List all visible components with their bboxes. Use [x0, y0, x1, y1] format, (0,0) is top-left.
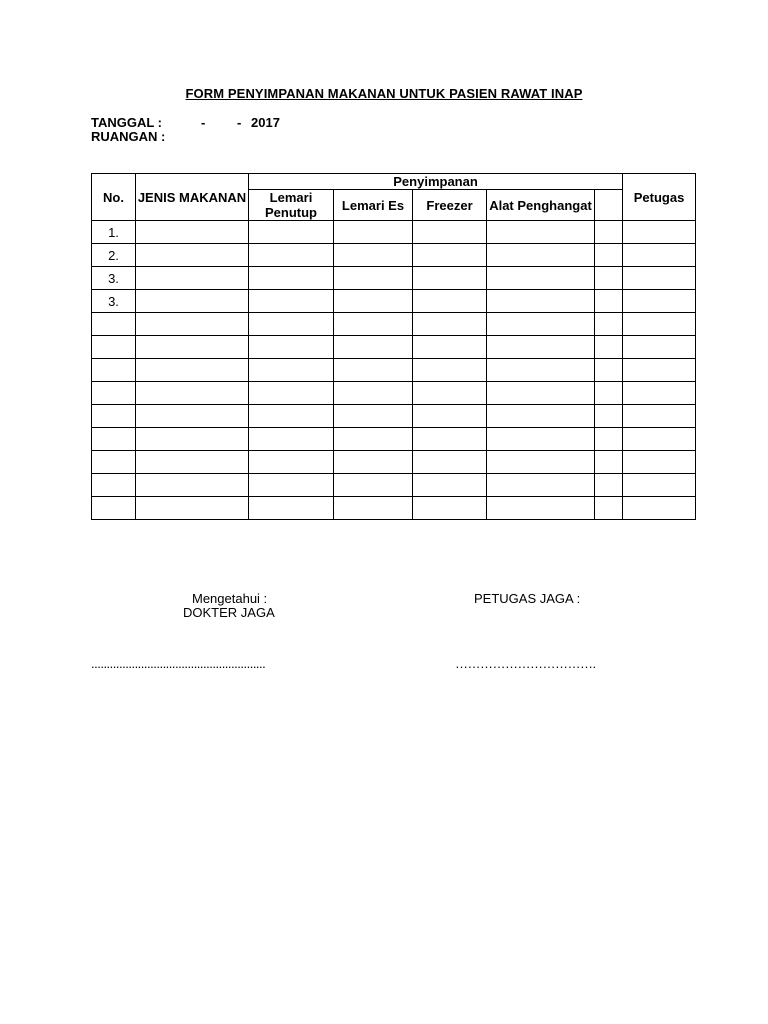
table-cell	[136, 451, 249, 474]
row-number	[92, 474, 136, 497]
table-cell	[595, 267, 623, 290]
table-cell	[249, 244, 334, 267]
row-number	[92, 428, 136, 451]
table-cell	[334, 451, 413, 474]
table-cell	[623, 221, 696, 244]
header-penyimpanan: Penyimpanan	[249, 174, 623, 190]
table-cell	[595, 221, 623, 244]
table-cell	[413, 451, 487, 474]
table-cell	[623, 497, 696, 520]
table-cell	[623, 336, 696, 359]
table-cell	[136, 221, 249, 244]
table-cell	[595, 405, 623, 428]
table-cell	[623, 474, 696, 497]
row-number: 1.	[92, 221, 136, 244]
table-cell	[487, 244, 595, 267]
table-cell	[623, 244, 696, 267]
row-number	[92, 382, 136, 405]
table-cell	[623, 313, 696, 336]
table-row	[92, 405, 696, 428]
tanggal-year: 2017	[251, 115, 280, 130]
row-number: 2.	[92, 244, 136, 267]
table-cell	[136, 244, 249, 267]
signature-line-petugas: …………………………….	[455, 656, 596, 671]
table-row	[92, 267, 696, 290]
tanggal-label: TANGGAL :	[91, 115, 163, 130]
table-cell	[249, 359, 334, 382]
table-cell	[413, 336, 487, 359]
row-number	[92, 359, 136, 382]
table-cell	[595, 474, 623, 497]
table-cell	[249, 290, 334, 313]
table-cell	[413, 497, 487, 520]
table-cell	[136, 497, 249, 520]
table-row	[92, 290, 696, 313]
table-cell	[413, 267, 487, 290]
table-cell	[595, 428, 623, 451]
table-cell	[249, 336, 334, 359]
table-cell	[334, 405, 413, 428]
row-number: 3.	[92, 290, 136, 313]
table-cell	[413, 313, 487, 336]
ruangan-line	[91, 129, 165, 144]
table-row	[92, 359, 696, 382]
table-cell	[249, 405, 334, 428]
table-cell	[487, 221, 595, 244]
table-row	[92, 451, 696, 474]
row-number	[92, 497, 136, 520]
table-cell	[334, 474, 413, 497]
mengetahui-label: Mengetahui :	[192, 591, 268, 606]
table-cell	[487, 405, 595, 428]
table-cell	[487, 451, 595, 474]
row-number	[92, 313, 136, 336]
table-cell	[334, 336, 413, 359]
table-cell	[334, 313, 413, 336]
table-cell	[487, 336, 595, 359]
table-cell	[413, 474, 487, 497]
table-cell	[487, 382, 595, 405]
header-lemari-penutup: Lemari Penutup	[249, 190, 334, 221]
table-cell	[623, 290, 696, 313]
signature-line-dokter: ........................................................	[91, 656, 266, 671]
table-cell	[487, 313, 595, 336]
table-cell	[334, 290, 413, 313]
table-cell	[595, 359, 623, 382]
table-cell	[136, 428, 249, 451]
table-cell	[487, 428, 595, 451]
table-row	[92, 474, 696, 497]
table-cell	[623, 428, 696, 451]
table-row	[92, 428, 696, 451]
table-cell	[413, 382, 487, 405]
table-cell	[413, 221, 487, 244]
table-cell	[249, 267, 334, 290]
table-cell	[136, 336, 249, 359]
table-cell	[334, 497, 413, 520]
table-cell	[595, 313, 623, 336]
row-number	[92, 405, 136, 428]
table-cell	[413, 290, 487, 313]
tanggal-line	[91, 115, 280, 130]
header-blank-sub	[595, 190, 623, 221]
table-cell	[136, 359, 249, 382]
table-cell	[623, 359, 696, 382]
table-row	[92, 244, 696, 267]
table-cell	[136, 313, 249, 336]
row-number	[92, 451, 136, 474]
table-cell	[595, 336, 623, 359]
ruangan-label: RUANGAN :	[91, 129, 166, 144]
header-petugas: Petugas	[623, 174, 696, 221]
table-cell	[595, 451, 623, 474]
table-cell	[487, 267, 595, 290]
table-cell	[249, 474, 334, 497]
table-row	[92, 221, 696, 244]
table-cell	[136, 405, 249, 428]
table-cell	[595, 497, 623, 520]
table-cell	[595, 244, 623, 267]
table-cell	[595, 290, 623, 313]
table-cell	[334, 359, 413, 382]
table-row	[92, 313, 696, 336]
table-cell	[249, 382, 334, 405]
header-no: No.	[92, 174, 136, 221]
table-cell	[623, 382, 696, 405]
table-row	[92, 497, 696, 520]
table-cell	[487, 359, 595, 382]
table-cell	[249, 428, 334, 451]
table-cell	[413, 244, 487, 267]
storage-table	[91, 173, 696, 520]
row-number	[92, 336, 136, 359]
header-lemari-es: Lemari Es	[334, 190, 413, 221]
header-freezer: Freezer	[413, 190, 487, 221]
table-cell	[623, 267, 696, 290]
table-cell	[413, 359, 487, 382]
table-cell	[334, 221, 413, 244]
table-cell	[623, 405, 696, 428]
table-row	[92, 336, 696, 359]
table-cell	[487, 290, 595, 313]
table-cell	[249, 451, 334, 474]
tanggal-dash-2: -	[237, 115, 242, 130]
table-cell	[136, 290, 249, 313]
table-cell	[334, 428, 413, 451]
table-cell	[249, 221, 334, 244]
table-cell	[334, 244, 413, 267]
row-number: 3.	[92, 267, 136, 290]
table-cell	[249, 313, 334, 336]
header-alat-penghangat: Alat Penghangat	[487, 190, 595, 221]
table-cell	[334, 267, 413, 290]
tanggal-dash-1: -	[201, 115, 206, 130]
petugas-jaga-label: PETUGAS JAGA :	[474, 591, 581, 606]
table-cell	[136, 382, 249, 405]
table-cell	[487, 497, 595, 520]
table-cell	[623, 451, 696, 474]
table-cell	[595, 382, 623, 405]
table-cell	[334, 382, 413, 405]
table-cell	[487, 474, 595, 497]
table-cell	[413, 428, 487, 451]
table-cell	[249, 497, 334, 520]
table-cell	[413, 405, 487, 428]
header-jenis-makanan: JENIS MAKANAN	[136, 174, 249, 221]
table-row	[92, 382, 696, 405]
table-cell	[136, 474, 249, 497]
form-title: FORM PENYIMPANAN MAKANAN UNTUK PASIEN RAWAT INAP	[185, 86, 583, 101]
dokter-jaga-label: DOKTER JAGA	[183, 605, 275, 620]
table-body	[92, 221, 696, 520]
table-cell	[136, 267, 249, 290]
